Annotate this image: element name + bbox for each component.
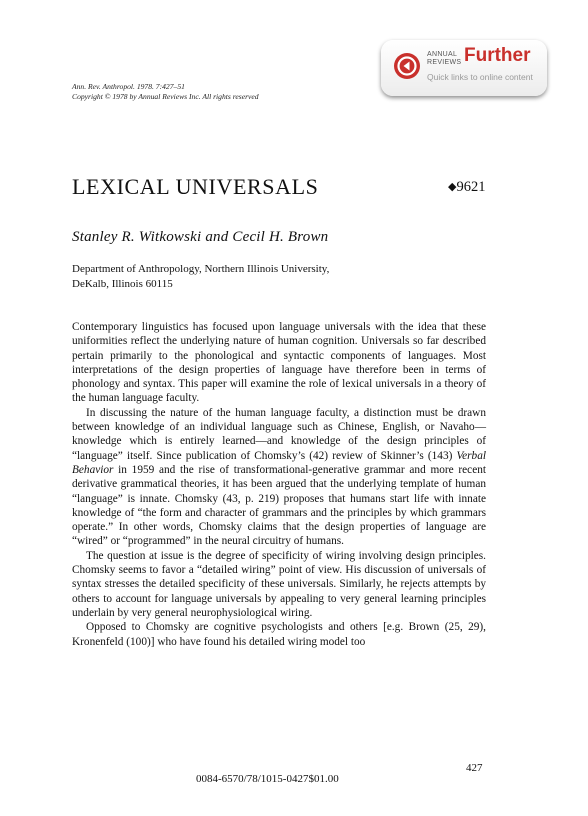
article-title: LEXICAL UNIVERSALS <box>72 174 319 199</box>
annual-reviews-wordmark <box>427 51 461 66</box>
affiliation-line-1: Department of Anthropology, Northern Illinois University, <box>72 263 330 275</box>
further-label: Further <box>464 45 531 66</box>
wordmark-reviews: REVIEWS <box>427 58 462 66</box>
citation-line-1: Ann. Rev. Anthropol. 1978. 7:427–51 <box>72 82 185 91</box>
diamond-icon: ◆ <box>448 181 457 193</box>
author-affiliation <box>72 262 329 291</box>
article-code-number: 9621 <box>456 179 486 195</box>
page-number: 427 <box>466 762 483 774</box>
footer-code: 0084-6570/78/1015-0427$01.00 <box>196 773 339 785</box>
article-body <box>72 320 486 649</box>
play-circle-icon <box>394 53 420 79</box>
journal-citation <box>72 82 259 102</box>
quick-links-caption: Quick links to online content <box>427 72 533 82</box>
paragraph-2-part-1: In discussing the nature of the human language faculty, a distinction must be drawn between knowledge of an individual language such as Chinese, English, or Navaho—knowledge which is entirely learned—and knowledge of the design principles of “language” itself. Since publication of Chomsky’s (42) review of Skinner’s (143) <box>72 406 486 462</box>
affiliation-line-2: DeKalb, Illinois 60115 <box>72 277 173 290</box>
author-names: Stanley R. Witkowski and Cecil H. Brown <box>72 229 329 245</box>
paragraph-2-part-2: in 1959 and the rise of transformational-generative grammar and more recent derivative grammatical theories, it has been argued that the underlying template of human “language” is innate. Chomsky (43, p. 219) proposes that humans start life with innate knowledge of “the form and character of grammars and the principles by which grammars operate.” In other words, Chomsky claims that the design properties of language are “wired” or “programmed” in the neural circuitry of humans. <box>72 463 486 548</box>
further-links-badge[interactable] <box>381 40 547 96</box>
book-title-verbal-behavior: Verbal Behavior <box>72 449 486 476</box>
article-code <box>448 179 485 196</box>
citation-line-2: Copyright © 1978 by Annual Reviews Inc. All rights reserved <box>72 92 259 101</box>
body-paragraph-3: The question at issue is the degree of specificity of wiring involving design principles. Chomsky seems to favor a “detailed wiring” point of view. His discussion of universals of syntax stresses the detailed specificity of these universals. Similarly, he rejects attempts by others to account for language universals by appealing to very general learning principles underlain by very general neurophysiological wiring. <box>72 549 486 619</box>
body-paragraph-4: Opposed to Chomsky are cognitive psychologists and others [e.g. Brown (25, 29), Kronenfeld (100)] who have found his detailed wiring model too <box>72 621 486 648</box>
wordmark-annual: ANNUAL <box>427 51 458 58</box>
body-paragraph-1: Contemporary linguistics has focused upon language universals with the idea that these uniformities reflect the underlying nature of human cognition. Universals so far described pertain primarily to the phonological and syntactic components of languages. Most interpretations of the design properties of language have therefore been in terms of phonology and syntax. This paper will examine the role of lexical universals in a theory of the human language faculty. <box>72 321 486 405</box>
body-paragraph-2 <box>72 406 486 549</box>
